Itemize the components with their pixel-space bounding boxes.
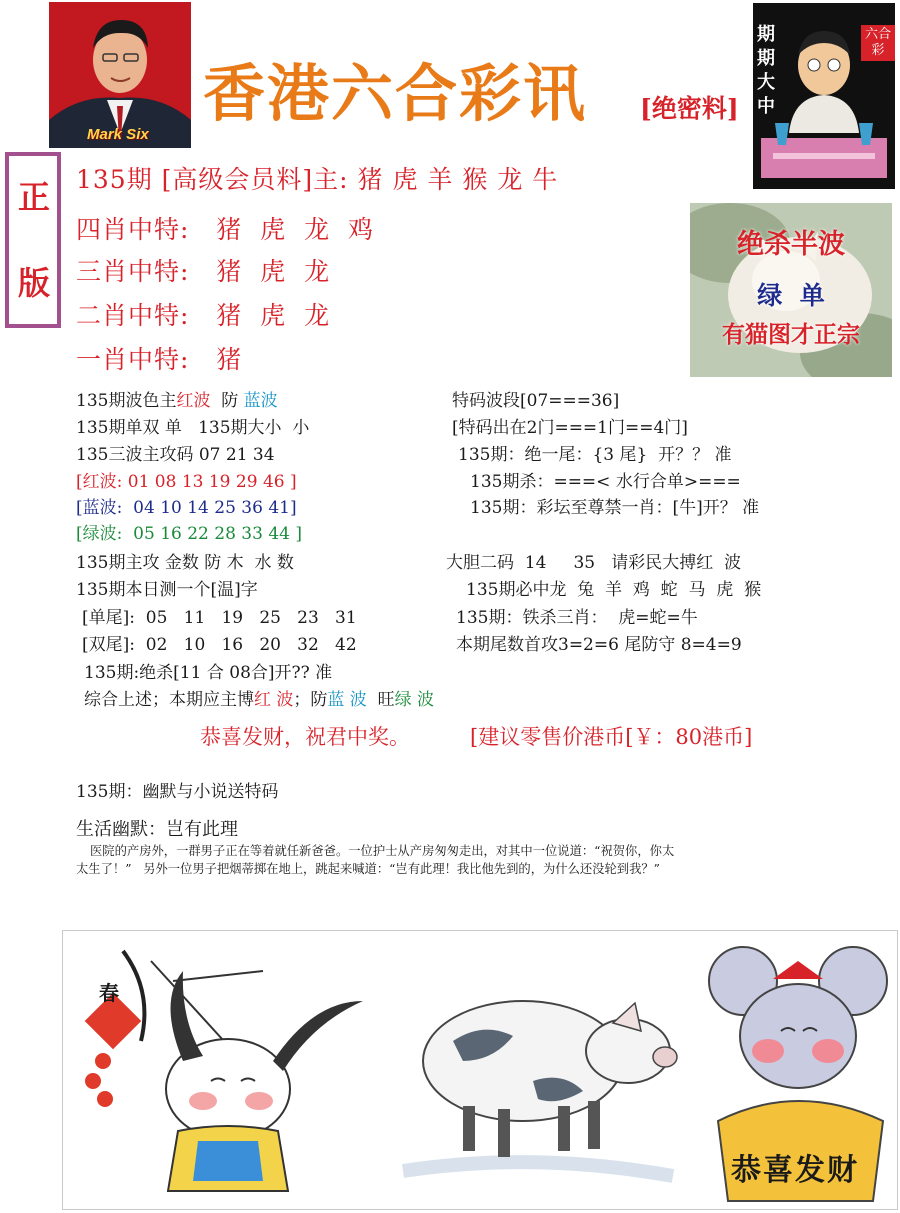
summary-line xyxy=(84,689,434,711)
cartoon-banner xyxy=(753,3,895,189)
tier-one xyxy=(76,344,242,376)
iron-kill-line: 135期：铁杀三肖： 虎=蛇=牛 xyxy=(456,608,698,628)
wave-color-guard: 蓝波 xyxy=(243,391,278,411)
genuine-badge xyxy=(5,152,61,328)
badge-char-2: 版 xyxy=(18,264,51,302)
tier-three-label: 三肖中特: xyxy=(76,257,190,286)
tier-one-picks: 猪 xyxy=(216,345,243,374)
double-tail-line: [双尾]: 02 10 16 20 32 42 xyxy=(82,635,357,655)
three-wave-line: 135三波主攻码 07 21 34 xyxy=(76,445,275,465)
wave-color-main: 红波 xyxy=(176,391,211,411)
summary-red: 红 波 xyxy=(254,690,294,710)
summary-mid: ；防 xyxy=(293,690,328,710)
cat-box-line1: 绝杀半波 xyxy=(737,229,845,260)
bottom-art-strip xyxy=(62,930,898,1210)
odd-even-line: 135期单双 单 135期大小 小 xyxy=(76,418,310,438)
banner-vertical-text: 期期大中 xyxy=(757,24,775,117)
humor-heading: 135期：幽默与小说送特码 xyxy=(76,782,279,802)
congrats-text: 恭喜发财，祝君中奖。 xyxy=(200,725,410,749)
cat-box xyxy=(690,203,892,377)
retail-price: [建议零售价港币[￥：80港币] xyxy=(470,725,753,749)
attack-line: 135期主攻 金数 防 木 水 数 xyxy=(76,553,294,573)
tier-two xyxy=(76,300,330,332)
segment-line: 特码波段[07===36] xyxy=(452,391,620,411)
must-dragon-line: 135期必中龙 兔 羊 鸡 蛇 马 虎 猴 xyxy=(466,580,762,600)
pig-illustration xyxy=(373,931,703,1209)
forbid-line: 135期：彩坛至尊禁一肖：[牛]开？ 准 xyxy=(470,498,760,518)
goat-illustration xyxy=(63,931,383,1209)
summary-mid2: 旺 xyxy=(366,690,395,710)
cat-box-line3: 有猫图才正宗 xyxy=(722,321,860,348)
title-tag: [绝密料] xyxy=(640,94,739,123)
single-tail-line: [单尾]: 05 11 19 25 23 31 xyxy=(82,608,357,628)
humor-subtitle: 生活幽默：岂有此理 xyxy=(76,819,238,840)
page-title: 香港六合彩讯 xyxy=(203,57,588,130)
wave-color-mid: 防 xyxy=(210,391,244,411)
summary-prefix: 综合上述；本期应主博 xyxy=(84,690,254,710)
banner-sign-text: 六合彩 xyxy=(861,25,895,61)
kill-line: 135期:绝杀[11 合 08合]开?? 准 xyxy=(84,663,333,683)
measure-line: 135期本日测一个[温]字 xyxy=(76,580,258,600)
badge-char-1: 正 xyxy=(18,178,51,216)
door-line: [特码出在2门===1门==4门] xyxy=(452,418,688,438)
tier-four-picks: 猪 虎 龙 鸡 xyxy=(216,215,374,244)
tier-two-label: 二肖中特: xyxy=(76,301,190,330)
tier-three xyxy=(76,256,330,288)
summary-green: 绿 波 xyxy=(394,690,435,710)
humor-story-line-1: 医院的产房外，一群男子正在等着就任新爸爸。一位护士从产房匆匆走出，对其中一位说道：“祝贺你，你太 xyxy=(90,844,675,858)
green-wave-line: [绿波: 05 16 22 28 33 44 ] xyxy=(76,524,303,544)
tier-four xyxy=(76,214,374,246)
kill-combo-line: 135期杀：===< 水行合单>=== xyxy=(470,472,741,492)
summary-blue: 蓝 波 xyxy=(327,690,367,710)
red-wave-line: [红波: 01 08 13 19 29 46 ] xyxy=(76,472,297,492)
rat-congrats-text: 恭喜发财 xyxy=(731,1153,859,1188)
bold-two-line: 大胆二码 14 35 请彩民大搏红 波 xyxy=(446,553,742,573)
tail-attack-line: 本期尾数首攻3=2=6 尾防守 8=4=9 xyxy=(456,635,742,655)
tier-two-picks: 猪 虎 龙 xyxy=(216,301,331,330)
host-portrait xyxy=(49,2,191,148)
humor-story-line-2: 太生了！” 另外一位男子把烟蒂掷在地上，跳起来喊道：“岂有此理！我比他先到的，为什么还没轮到我？” xyxy=(76,862,660,876)
mark-six-logo: Mark Six xyxy=(87,126,149,143)
wave-color-prefix: 135期波色主 xyxy=(76,391,177,411)
tier-four-label: 四肖中特: xyxy=(76,215,190,244)
tail-line: 135期：绝一尾：{3 尾} 开？？ 准 xyxy=(458,445,732,465)
goat-spring-tag: 春 xyxy=(99,981,119,1005)
tier-three-picks: 猪 虎 龙 xyxy=(216,257,331,286)
blue-wave-line: [蓝波: 04 10 14 25 36 41] xyxy=(76,498,297,518)
cat-box-line2: 绿 单 xyxy=(757,281,825,310)
member-main-line: 135期 [高级会员料]主: 猪 虎 羊 猴 龙 牛 xyxy=(76,165,559,194)
tier-one-label: 一肖中特: xyxy=(76,345,190,374)
wave-color-line xyxy=(76,390,278,412)
